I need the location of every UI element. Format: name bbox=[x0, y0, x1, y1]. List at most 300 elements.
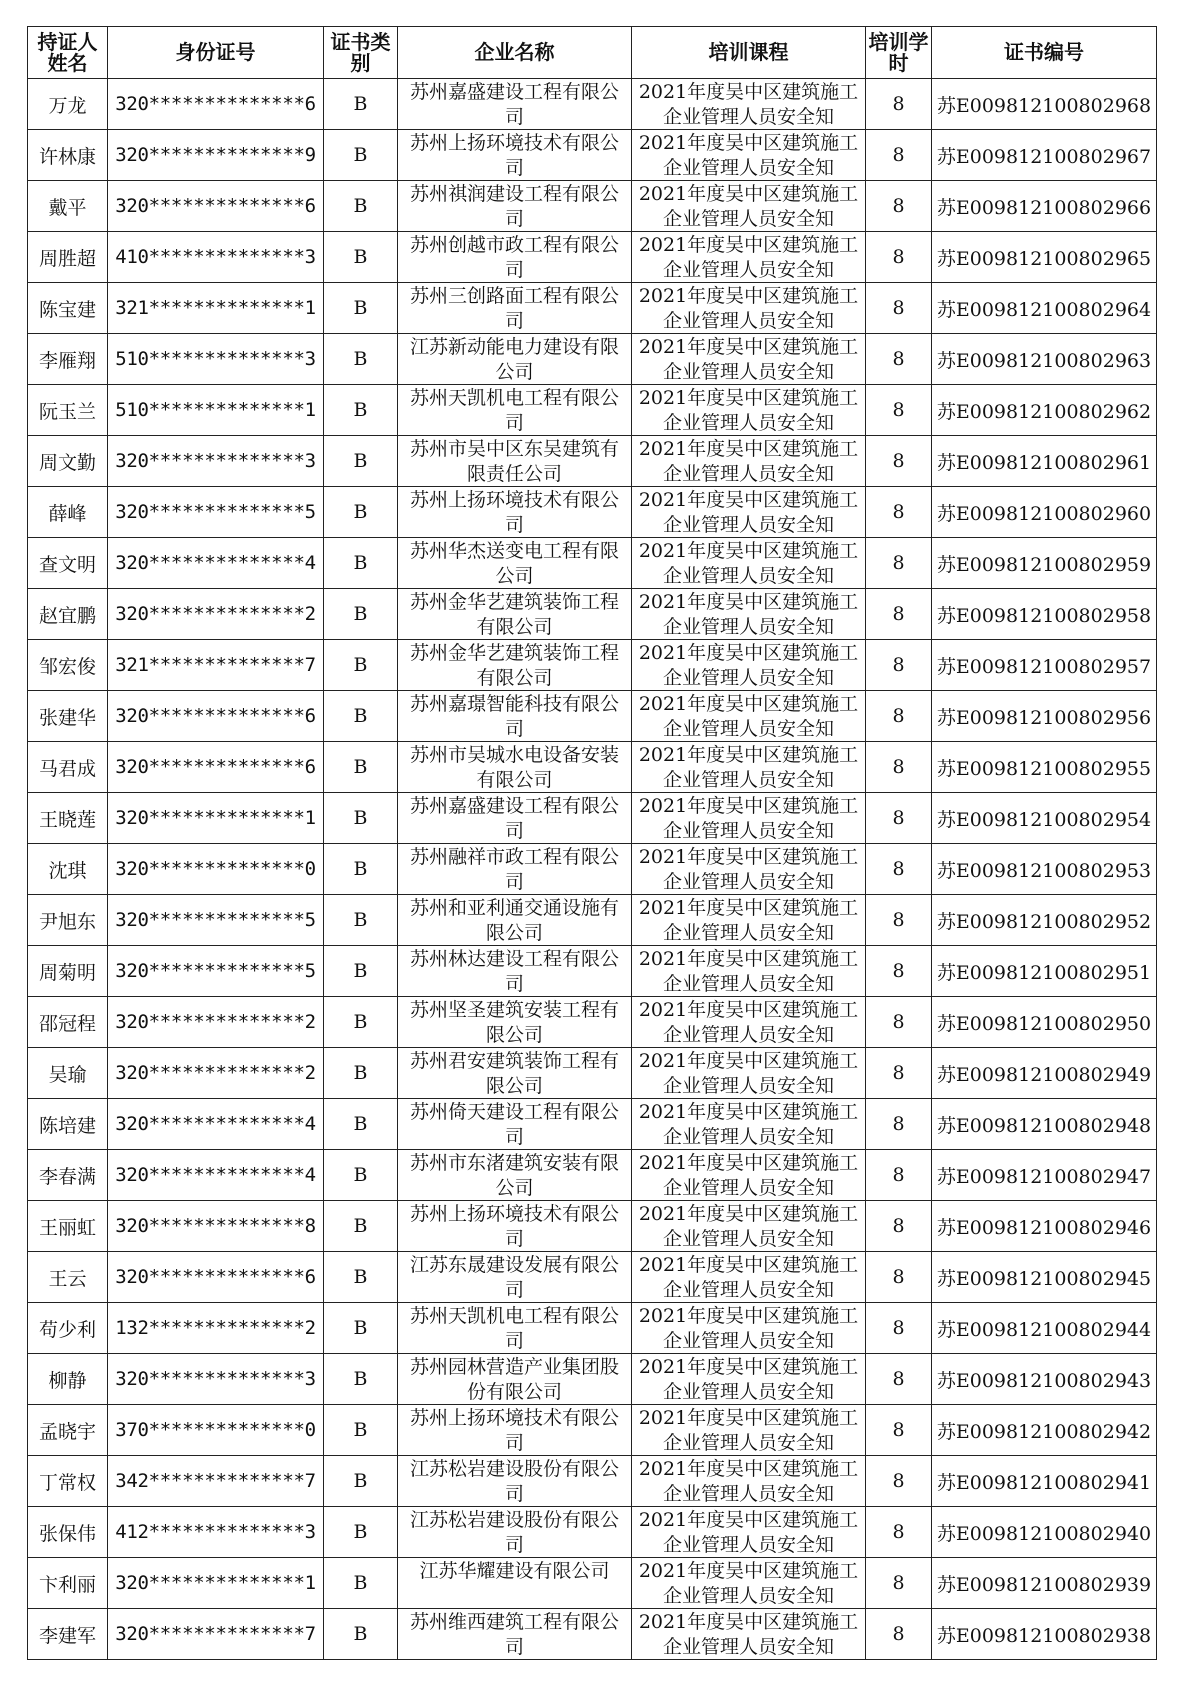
company-cell bbox=[398, 1609, 632, 1660]
cert-number-cell: 苏E009812100802942 bbox=[932, 1405, 1157, 1456]
course-cell bbox=[632, 181, 866, 232]
company-cell bbox=[398, 1405, 632, 1456]
cert-number-cell: 苏E009812100802964 bbox=[932, 283, 1157, 334]
holder-name-cell: 赵宜鹏 bbox=[28, 589, 108, 640]
hours-cell: 8 bbox=[866, 487, 932, 538]
cert-number-cell: 苏E009812100802966 bbox=[932, 181, 1157, 232]
cert-number-cell: 苏E009812100802938 bbox=[932, 1609, 1157, 1660]
course-cell-text: 2021年度吴中区建筑施工企业管理人员安全知 bbox=[638, 1559, 859, 1607]
company-cell bbox=[398, 130, 632, 181]
course-cell bbox=[632, 793, 866, 844]
course-cell-text: 2021年度吴中区建筑施工企业管理人员安全知 bbox=[638, 335, 859, 383]
holder-name-cell: 马君成 bbox=[28, 742, 108, 793]
company-cell bbox=[398, 844, 632, 895]
company-cell bbox=[398, 793, 632, 844]
course-cell-text: 2021年度吴中区建筑施工企业管理人员安全知 bbox=[638, 947, 859, 995]
id-number-cell: 320**************6 bbox=[108, 742, 324, 793]
course-cell bbox=[632, 1456, 866, 1507]
hours-cell: 8 bbox=[866, 1609, 932, 1660]
hours-cell: 8 bbox=[866, 1507, 932, 1558]
hours-cell: 8 bbox=[866, 130, 932, 181]
cert-number-cell: 苏E009812100802949 bbox=[932, 1048, 1157, 1099]
header-company: 企业名称 bbox=[398, 27, 632, 79]
id-number-cell: 320**************4 bbox=[108, 1099, 324, 1150]
cert-type-cell: B bbox=[324, 691, 398, 742]
company-cell-text: 苏州融祥市政工程有限公司 bbox=[409, 845, 619, 893]
table-row bbox=[28, 1507, 1157, 1558]
table-row bbox=[28, 1048, 1157, 1099]
id-number-cell: 320**************5 bbox=[108, 487, 324, 538]
cert-type-cell: B bbox=[324, 538, 398, 589]
company-cell-text: 苏州上扬环境技术有限公司 bbox=[409, 1406, 619, 1454]
holder-name-cell: 孟晓宇 bbox=[28, 1405, 108, 1456]
id-number-cell: 321**************1 bbox=[108, 283, 324, 334]
table-row bbox=[28, 181, 1157, 232]
course-cell-text: 2021年度吴中区建筑施工企业管理人员安全知 bbox=[638, 386, 859, 434]
table-row bbox=[28, 1405, 1157, 1456]
hours-cell: 8 bbox=[866, 79, 932, 130]
course-cell-text: 2021年度吴中区建筑施工企业管理人员安全知 bbox=[638, 1100, 859, 1148]
cert-number-cell: 苏E009812100802944 bbox=[932, 1303, 1157, 1354]
company-cell-text: 江苏松岩建设股份有限公司 bbox=[409, 1457, 619, 1505]
course-cell bbox=[632, 1150, 866, 1201]
company-cell bbox=[398, 946, 632, 997]
holder-name-cell: 李建军 bbox=[28, 1609, 108, 1660]
header-id-number: 身份证号 bbox=[108, 27, 324, 79]
table-body bbox=[28, 79, 1157, 1660]
id-number-cell: 320**************3 bbox=[108, 436, 324, 487]
cert-number-cell: 苏E009812100802947 bbox=[932, 1150, 1157, 1201]
company-cell-text: 苏州金华艺建筑装饰工程有限公司 bbox=[409, 590, 619, 638]
hours-cell: 8 bbox=[866, 1558, 932, 1609]
hours-cell: 8 bbox=[866, 1303, 932, 1354]
table-row bbox=[28, 487, 1157, 538]
course-cell bbox=[632, 1507, 866, 1558]
holder-name-cell: 李春满 bbox=[28, 1150, 108, 1201]
hours-cell: 8 bbox=[866, 1252, 932, 1303]
id-number-cell: 320**************6 bbox=[108, 1252, 324, 1303]
course-cell-text: 2021年度吴中区建筑施工企业管理人员安全知 bbox=[638, 1253, 859, 1301]
cert-type-cell: B bbox=[324, 1405, 398, 1456]
cert-type-cell: B bbox=[324, 793, 398, 844]
holder-name-cell: 查文明 bbox=[28, 538, 108, 589]
company-cell bbox=[398, 1048, 632, 1099]
company-cell bbox=[398, 334, 632, 385]
id-number-cell: 320**************1 bbox=[108, 793, 324, 844]
hours-cell: 8 bbox=[866, 1099, 932, 1150]
course-cell-text: 2021年度吴中区建筑施工企业管理人员安全知 bbox=[638, 233, 859, 281]
holder-name-cell: 苟少利 bbox=[28, 1303, 108, 1354]
course-cell bbox=[632, 385, 866, 436]
cert-number-cell: 苏E009812100802967 bbox=[932, 130, 1157, 181]
table-row bbox=[28, 538, 1157, 589]
company-cell bbox=[398, 181, 632, 232]
company-cell-text: 江苏东晟建设发展有限公司 bbox=[409, 1253, 619, 1301]
company-cell bbox=[398, 385, 632, 436]
table-row bbox=[28, 232, 1157, 283]
cert-number-cell: 苏E009812100802950 bbox=[932, 997, 1157, 1048]
company-cell bbox=[398, 895, 632, 946]
table-row bbox=[28, 1354, 1157, 1405]
hours-cell: 8 bbox=[866, 946, 932, 997]
hours-cell: 8 bbox=[866, 538, 932, 589]
table-row bbox=[28, 385, 1157, 436]
holder-name-cell: 卞利丽 bbox=[28, 1558, 108, 1609]
course-cell-text: 2021年度吴中区建筑施工企业管理人员安全知 bbox=[638, 743, 859, 791]
holder-name-cell: 许林康 bbox=[28, 130, 108, 181]
table-row bbox=[28, 1201, 1157, 1252]
table-row bbox=[28, 1609, 1157, 1660]
company-cell bbox=[398, 1252, 632, 1303]
company-cell-text: 苏州君安建筑装饰工程有限公司 bbox=[409, 1049, 619, 1097]
course-cell bbox=[632, 1558, 866, 1609]
course-cell-text: 2021年度吴中区建筑施工企业管理人员安全知 bbox=[638, 488, 859, 536]
hours-cell: 8 bbox=[866, 1048, 932, 1099]
id-number-cell: 320**************4 bbox=[108, 1150, 324, 1201]
table-row bbox=[28, 130, 1157, 181]
id-number-cell: 320**************5 bbox=[108, 946, 324, 997]
id-number-cell: 320**************4 bbox=[108, 538, 324, 589]
holder-name-cell: 陈宝建 bbox=[28, 283, 108, 334]
cert-type-cell: B bbox=[324, 283, 398, 334]
cert-type-cell: B bbox=[324, 1150, 398, 1201]
company-cell-text: 苏州和亚利通交通设施有限公司 bbox=[409, 896, 619, 944]
course-cell bbox=[632, 436, 866, 487]
company-cell bbox=[398, 538, 632, 589]
company-cell bbox=[398, 436, 632, 487]
cert-number-cell: 苏E009812100802959 bbox=[932, 538, 1157, 589]
table-row bbox=[28, 844, 1157, 895]
holder-name-cell: 沈琪 bbox=[28, 844, 108, 895]
holder-name-cell: 周菊明 bbox=[28, 946, 108, 997]
table-row bbox=[28, 334, 1157, 385]
company-cell-text: 苏州嘉璟智能科技有限公司 bbox=[409, 692, 619, 740]
course-cell-text: 2021年度吴中区建筑施工企业管理人员安全知 bbox=[638, 794, 859, 842]
hours-cell: 8 bbox=[866, 1405, 932, 1456]
company-cell-text: 苏州嘉盛建设工程有限公司 bbox=[409, 80, 619, 128]
holder-name-cell: 周胜超 bbox=[28, 232, 108, 283]
company-cell-text: 苏州金华艺建筑装饰工程有限公司 bbox=[409, 641, 619, 689]
id-number-cell: 320**************5 bbox=[108, 895, 324, 946]
holder-name-cell: 阮玉兰 bbox=[28, 385, 108, 436]
hours-cell: 8 bbox=[866, 283, 932, 334]
hours-cell: 8 bbox=[866, 691, 932, 742]
company-cell bbox=[398, 1354, 632, 1405]
cert-number-cell: 苏E009812100802963 bbox=[932, 334, 1157, 385]
course-cell-text: 2021年度吴中区建筑施工企业管理人员安全知 bbox=[638, 1049, 859, 1097]
holder-name-cell: 王丽虹 bbox=[28, 1201, 108, 1252]
company-cell bbox=[398, 1558, 632, 1609]
course-cell-text: 2021年度吴中区建筑施工企业管理人员安全知 bbox=[638, 590, 859, 638]
cert-type-cell: B bbox=[324, 895, 398, 946]
company-cell bbox=[398, 1099, 632, 1150]
cert-type-cell: B bbox=[324, 1609, 398, 1660]
cert-number-cell: 苏E009812100802965 bbox=[932, 232, 1157, 283]
company-cell-text: 苏州嘉盛建设工程有限公司 bbox=[409, 794, 619, 842]
course-cell-text: 2021年度吴中区建筑施工企业管理人员安全知 bbox=[638, 437, 859, 485]
cert-number-cell: 苏E009812100802939 bbox=[932, 1558, 1157, 1609]
id-number-cell: 510**************3 bbox=[108, 334, 324, 385]
table-row bbox=[28, 1252, 1157, 1303]
certificate-table bbox=[27, 26, 1157, 1660]
company-cell-text: 苏州市吴城水电设备安装有限公司 bbox=[409, 743, 619, 791]
cert-type-cell: B bbox=[324, 997, 398, 1048]
course-cell-text: 2021年度吴中区建筑施工企业管理人员安全知 bbox=[638, 998, 859, 1046]
course-cell bbox=[632, 691, 866, 742]
table-row bbox=[28, 436, 1157, 487]
id-number-cell: 320**************9 bbox=[108, 130, 324, 181]
hours-cell: 8 bbox=[866, 1354, 932, 1405]
hours-cell: 8 bbox=[866, 1201, 932, 1252]
table-row bbox=[28, 691, 1157, 742]
cert-type-cell: B bbox=[324, 334, 398, 385]
company-cell-text: 江苏松岩建设股份有限公司 bbox=[409, 1508, 619, 1556]
cert-number-cell: 苏E009812100802958 bbox=[932, 589, 1157, 640]
cert-type-cell: B bbox=[324, 1048, 398, 1099]
company-cell bbox=[398, 1201, 632, 1252]
header-course: 培训课程 bbox=[632, 27, 866, 79]
course-cell bbox=[632, 334, 866, 385]
id-number-cell: 320**************6 bbox=[108, 181, 324, 232]
hours-cell: 8 bbox=[866, 997, 932, 1048]
hours-cell: 8 bbox=[866, 232, 932, 283]
cert-type-cell: B bbox=[324, 487, 398, 538]
hours-cell: 8 bbox=[866, 334, 932, 385]
course-cell-text: 2021年度吴中区建筑施工企业管理人员安全知 bbox=[638, 692, 859, 740]
id-number-cell: 132**************2 bbox=[108, 1303, 324, 1354]
course-cell-text: 2021年度吴中区建筑施工企业管理人员安全知 bbox=[638, 641, 859, 689]
company-cell-text: 苏州市吴中区东吴建筑有限责任公司 bbox=[409, 437, 619, 485]
course-cell bbox=[632, 487, 866, 538]
id-number-cell: 320**************3 bbox=[108, 1354, 324, 1405]
holder-name-cell: 丁常权 bbox=[28, 1456, 108, 1507]
cert-type-cell: B bbox=[324, 640, 398, 691]
course-cell-text: 2021年度吴中区建筑施工企业管理人员安全知 bbox=[638, 131, 859, 179]
company-cell-text: 苏州维西建筑工程有限公司 bbox=[409, 1610, 619, 1658]
holder-name-cell: 尹旭东 bbox=[28, 895, 108, 946]
id-number-cell: 320**************1 bbox=[108, 1558, 324, 1609]
cert-number-cell: 苏E009812100802957 bbox=[932, 640, 1157, 691]
course-cell bbox=[632, 1303, 866, 1354]
hours-cell: 8 bbox=[866, 436, 932, 487]
id-number-cell: 320**************7 bbox=[108, 1609, 324, 1660]
header-hours: 培训学时 bbox=[866, 27, 932, 79]
company-cell bbox=[398, 1456, 632, 1507]
hours-cell: 8 bbox=[866, 895, 932, 946]
table-row bbox=[28, 589, 1157, 640]
cert-type-cell: B bbox=[324, 1252, 398, 1303]
course-cell-text: 2021年度吴中区建筑施工企业管理人员安全知 bbox=[638, 1508, 859, 1556]
cert-type-cell: B bbox=[324, 232, 398, 283]
cert-number-cell: 苏E009812100802945 bbox=[932, 1252, 1157, 1303]
holder-name-cell: 周文勤 bbox=[28, 436, 108, 487]
company-cell bbox=[398, 589, 632, 640]
table-row bbox=[28, 946, 1157, 997]
course-cell bbox=[632, 283, 866, 334]
company-cell-text: 苏州华杰送变电工程有限公司 bbox=[409, 539, 619, 587]
holder-name-cell: 戴平 bbox=[28, 181, 108, 232]
course-cell bbox=[632, 538, 866, 589]
course-cell bbox=[632, 589, 866, 640]
table-header bbox=[28, 27, 1157, 79]
course-cell-text: 2021年度吴中区建筑施工企业管理人员安全知 bbox=[638, 80, 859, 128]
cert-type-cell: B bbox=[324, 1354, 398, 1405]
id-number-cell: 320**************6 bbox=[108, 691, 324, 742]
cert-number-cell: 苏E009812100802940 bbox=[932, 1507, 1157, 1558]
cert-type-cell: B bbox=[324, 1507, 398, 1558]
cert-number-cell: 苏E009812100802961 bbox=[932, 436, 1157, 487]
course-cell bbox=[632, 79, 866, 130]
id-number-cell: 320**************2 bbox=[108, 589, 324, 640]
header-row bbox=[28, 27, 1157, 79]
company-cell-text: 江苏新动能电力建设有限公司 bbox=[409, 335, 619, 383]
header-cert-type: 证书类别 bbox=[324, 27, 398, 79]
course-cell bbox=[632, 742, 866, 793]
holder-name-cell: 薛峰 bbox=[28, 487, 108, 538]
cert-type-cell: B bbox=[324, 1201, 398, 1252]
cert-type-cell: B bbox=[324, 742, 398, 793]
id-number-cell: 410**************3 bbox=[108, 232, 324, 283]
holder-name-cell: 李雁翔 bbox=[28, 334, 108, 385]
course-cell bbox=[632, 232, 866, 283]
id-number-cell: 320**************6 bbox=[108, 79, 324, 130]
company-cell bbox=[398, 232, 632, 283]
table-row bbox=[28, 1150, 1157, 1201]
cert-number-cell: 苏E009812100802952 bbox=[932, 895, 1157, 946]
course-cell bbox=[632, 997, 866, 1048]
id-number-cell: 510**************1 bbox=[108, 385, 324, 436]
cert-type-cell: B bbox=[324, 1456, 398, 1507]
hours-cell: 8 bbox=[866, 589, 932, 640]
course-cell bbox=[632, 844, 866, 895]
course-cell-text: 2021年度吴中区建筑施工企业管理人员安全知 bbox=[638, 182, 859, 230]
holder-name-cell: 邵冠程 bbox=[28, 997, 108, 1048]
holder-name-cell: 吴瑜 bbox=[28, 1048, 108, 1099]
course-cell bbox=[632, 1405, 866, 1456]
cert-type-cell: B bbox=[324, 79, 398, 130]
company-cell-text: 苏州林达建设工程有限公司 bbox=[409, 947, 619, 995]
hours-cell: 8 bbox=[866, 385, 932, 436]
cert-number-cell: 苏E009812100802954 bbox=[932, 793, 1157, 844]
id-number-cell: 320**************2 bbox=[108, 1048, 324, 1099]
company-cell-text: 苏州倚天建设工程有限公司 bbox=[409, 1100, 619, 1148]
cert-type-cell: B bbox=[324, 946, 398, 997]
company-cell bbox=[398, 1507, 632, 1558]
course-cell bbox=[632, 130, 866, 181]
hours-cell: 8 bbox=[866, 181, 932, 232]
hours-cell: 8 bbox=[866, 640, 932, 691]
id-number-cell: 342**************7 bbox=[108, 1456, 324, 1507]
company-cell bbox=[398, 691, 632, 742]
cert-type-cell: B bbox=[324, 436, 398, 487]
company-cell-text: 苏州天凯机电工程有限公司 bbox=[409, 1304, 619, 1352]
holder-name-cell: 邹宏俊 bbox=[28, 640, 108, 691]
course-cell-text: 2021年度吴中区建筑施工企业管理人员安全知 bbox=[638, 1610, 859, 1658]
cert-type-cell: B bbox=[324, 385, 398, 436]
cert-number-cell: 苏E009812100802962 bbox=[932, 385, 1157, 436]
cert-number-cell: 苏E009812100802941 bbox=[932, 1456, 1157, 1507]
id-number-cell: 370**************0 bbox=[108, 1405, 324, 1456]
course-cell-text: 2021年度吴中区建筑施工企业管理人员安全知 bbox=[638, 284, 859, 332]
id-number-cell: 320**************2 bbox=[108, 997, 324, 1048]
company-cell bbox=[398, 1303, 632, 1354]
holder-name-cell: 王云 bbox=[28, 1252, 108, 1303]
holder-name-cell: 陈培建 bbox=[28, 1099, 108, 1150]
company-cell-text: 苏州祺润建设工程有限公司 bbox=[409, 182, 619, 230]
hours-cell: 8 bbox=[866, 844, 932, 895]
header-cert-number: 证书编号 bbox=[932, 27, 1157, 79]
cert-number-cell: 苏E009812100802955 bbox=[932, 742, 1157, 793]
course-cell-text: 2021年度吴中区建筑施工企业管理人员安全知 bbox=[638, 1202, 859, 1250]
company-cell-text: 苏州创越市政工程有限公司 bbox=[409, 233, 619, 281]
cert-number-cell: 苏E009812100802956 bbox=[932, 691, 1157, 742]
cert-number-cell: 苏E009812100802960 bbox=[932, 487, 1157, 538]
cert-type-cell: B bbox=[324, 1303, 398, 1354]
table-row bbox=[28, 1456, 1157, 1507]
company-cell-text: 苏州三创路面工程有限公司 bbox=[409, 284, 619, 332]
hours-cell: 8 bbox=[866, 1456, 932, 1507]
course-cell-text: 2021年度吴中区建筑施工企业管理人员安全知 bbox=[638, 896, 859, 944]
company-cell-text: 苏州上扬环境技术有限公司 bbox=[409, 488, 619, 536]
table-row bbox=[28, 283, 1157, 334]
table-row bbox=[28, 1099, 1157, 1150]
cert-number-cell: 苏E009812100802943 bbox=[932, 1354, 1157, 1405]
company-cell-text: 江苏华耀建设有限公司 bbox=[419, 1559, 610, 1582]
course-cell-text: 2021年度吴中区建筑施工企业管理人员安全知 bbox=[638, 1406, 859, 1454]
course-cell-text: 2021年度吴中区建筑施工企业管理人员安全知 bbox=[638, 1457, 859, 1505]
header-holder-name: 持证人姓名 bbox=[28, 27, 108, 79]
table-row bbox=[28, 640, 1157, 691]
table-row bbox=[28, 895, 1157, 946]
holder-name-cell: 王晓莲 bbox=[28, 793, 108, 844]
company-cell-text: 苏州上扬环境技术有限公司 bbox=[409, 1202, 619, 1250]
company-cell bbox=[398, 640, 632, 691]
course-cell bbox=[632, 1609, 866, 1660]
table-row bbox=[28, 793, 1157, 844]
company-cell-text: 苏州市东渚建筑安装有限公司 bbox=[409, 1151, 619, 1199]
table-row bbox=[28, 742, 1157, 793]
course-cell bbox=[632, 1354, 866, 1405]
table-row bbox=[28, 1558, 1157, 1609]
company-cell bbox=[398, 79, 632, 130]
cert-number-cell: 苏E009812100802946 bbox=[932, 1201, 1157, 1252]
cert-number-cell: 苏E009812100802951 bbox=[932, 946, 1157, 997]
course-cell-text: 2021年度吴中区建筑施工企业管理人员安全知 bbox=[638, 1151, 859, 1199]
id-number-cell: 412**************3 bbox=[108, 1507, 324, 1558]
cert-type-cell: B bbox=[324, 844, 398, 895]
cert-type-cell: B bbox=[324, 1099, 398, 1150]
company-cell-text: 苏州园林营造产业集团股份有限公司 bbox=[409, 1355, 619, 1403]
cert-number-cell: 苏E009812100802953 bbox=[932, 844, 1157, 895]
cert-type-cell: B bbox=[324, 589, 398, 640]
holder-name-cell: 万龙 bbox=[28, 79, 108, 130]
course-cell bbox=[632, 1099, 866, 1150]
course-cell bbox=[632, 1048, 866, 1099]
company-cell bbox=[398, 487, 632, 538]
company-cell-text: 苏州天凯机电工程有限公司 bbox=[409, 386, 619, 434]
course-cell-text: 2021年度吴中区建筑施工企业管理人员安全知 bbox=[638, 539, 859, 587]
company-cell bbox=[398, 283, 632, 334]
company-cell bbox=[398, 1150, 632, 1201]
table-row bbox=[28, 997, 1157, 1048]
course-cell-text: 2021年度吴中区建筑施工企业管理人员安全知 bbox=[638, 1355, 859, 1403]
cert-number-cell: 苏E009812100802968 bbox=[932, 79, 1157, 130]
table-row bbox=[28, 1303, 1157, 1354]
course-cell bbox=[632, 946, 866, 997]
company-cell bbox=[398, 997, 632, 1048]
course-cell-text: 2021年度吴中区建筑施工企业管理人员安全知 bbox=[638, 845, 859, 893]
id-number-cell: 321**************7 bbox=[108, 640, 324, 691]
